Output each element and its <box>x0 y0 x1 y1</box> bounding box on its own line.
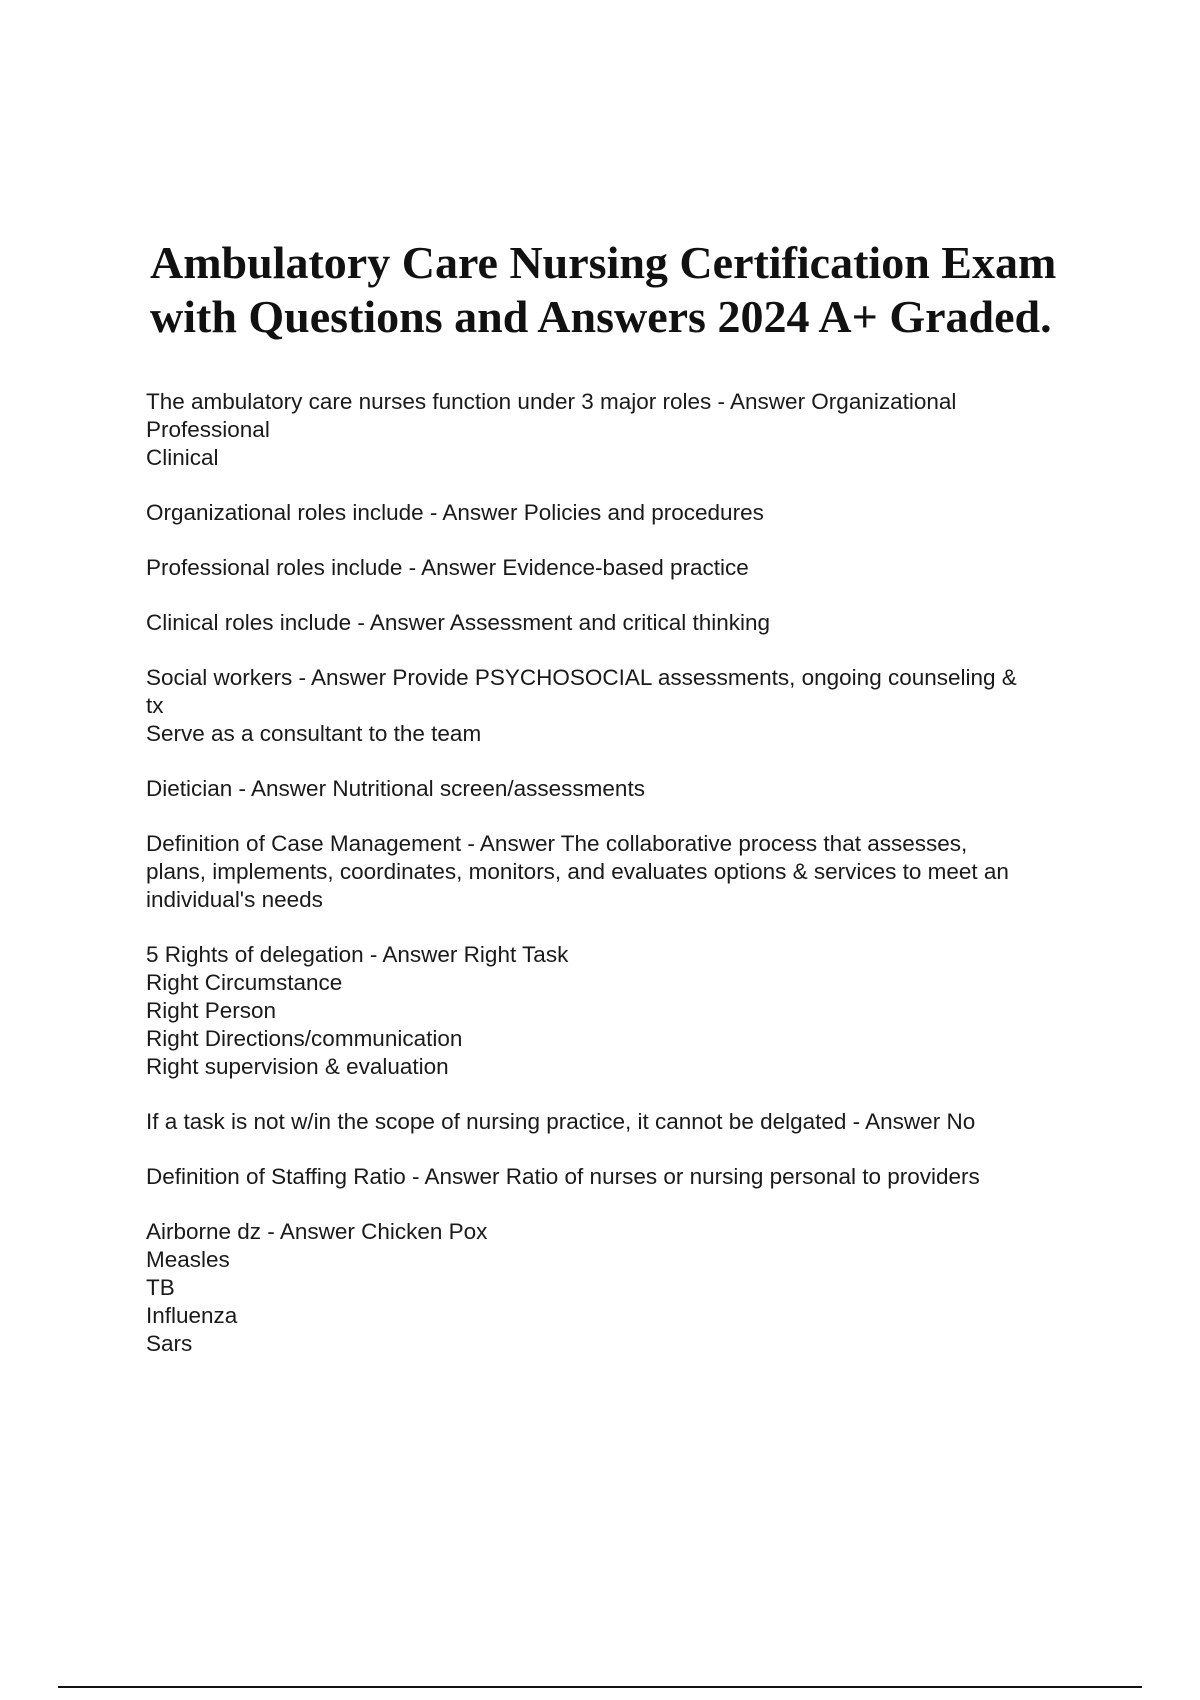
qa-line: Definition of Case Management - Answer The collaborative process that assesses, <box>146 831 968 856</box>
qa-item <box>146 941 1106 1081</box>
qa-line: Dietician - Answer Nutritional screen/assessments <box>146 776 645 801</box>
qa-line: Right Directions/communication <box>146 1026 463 1051</box>
qa-line: If a task is not w/in the scope of nursing practice, it cannot be delgated - Answer No <box>146 1109 976 1134</box>
qa-line: The ambulatory care nurses function under 3 major roles - Answer Organizational <box>146 389 957 414</box>
qa-line: Airborne dz - Answer Chicken Pox <box>146 1219 488 1244</box>
footer-divider <box>58 1686 1142 1688</box>
qa-line: Organizational roles include - Answer Policies and procedures <box>146 500 764 525</box>
qa-line: Influenza <box>146 1303 238 1328</box>
qa-item <box>146 1163 1106 1191</box>
document-title <box>150 236 1130 344</box>
qa-item <box>146 830 1106 914</box>
qa-line: Clinical roles include - Answer Assessment and critical thinking <box>146 610 771 635</box>
qa-line: TB <box>146 1275 175 1300</box>
qa-line: plans, implements, coordinates, monitors, and evaluates options & services to meet an <box>146 859 1009 884</box>
qa-line: Social workers - Answer Provide PSYCHOSOCIAL assessments, ongoing counseling & <box>146 665 1017 690</box>
title-line: Ambulatory Care Nursing Certification Exam <box>150 237 1057 288</box>
qa-list <box>146 388 1106 1385</box>
title-line: with Questions and Answers 2024 A+ Graded. <box>150 291 1052 342</box>
qa-line: Clinical <box>146 445 219 470</box>
qa-line: Measles <box>146 1247 230 1272</box>
qa-item <box>146 554 1106 582</box>
qa-item <box>146 388 1106 472</box>
qa-item <box>146 499 1106 527</box>
qa-line: Definition of Staffing Ratio - Answer Ratio of nurses or nursing personal to providers <box>146 1164 980 1189</box>
qa-line: 5 Rights of delegation - Answer Right Task <box>146 942 569 967</box>
qa-item <box>146 1218 1106 1358</box>
qa-line: Right Circumstance <box>146 970 343 995</box>
qa-line: Professional roles include - Answer Evidence-based practice <box>146 555 749 580</box>
qa-line: tx <box>146 693 164 718</box>
qa-line: Serve as a consultant to the team <box>146 721 482 746</box>
qa-item <box>146 664 1106 748</box>
qa-item <box>146 609 1106 637</box>
qa-item <box>146 775 1106 803</box>
qa-line: individual's needs <box>146 887 323 912</box>
qa-line: Professional <box>146 417 270 442</box>
qa-line: Right supervision & evaluation <box>146 1054 449 1079</box>
qa-line: Right Person <box>146 998 277 1023</box>
qa-line: Sars <box>146 1331 193 1356</box>
qa-item <box>146 1108 1106 1136</box>
